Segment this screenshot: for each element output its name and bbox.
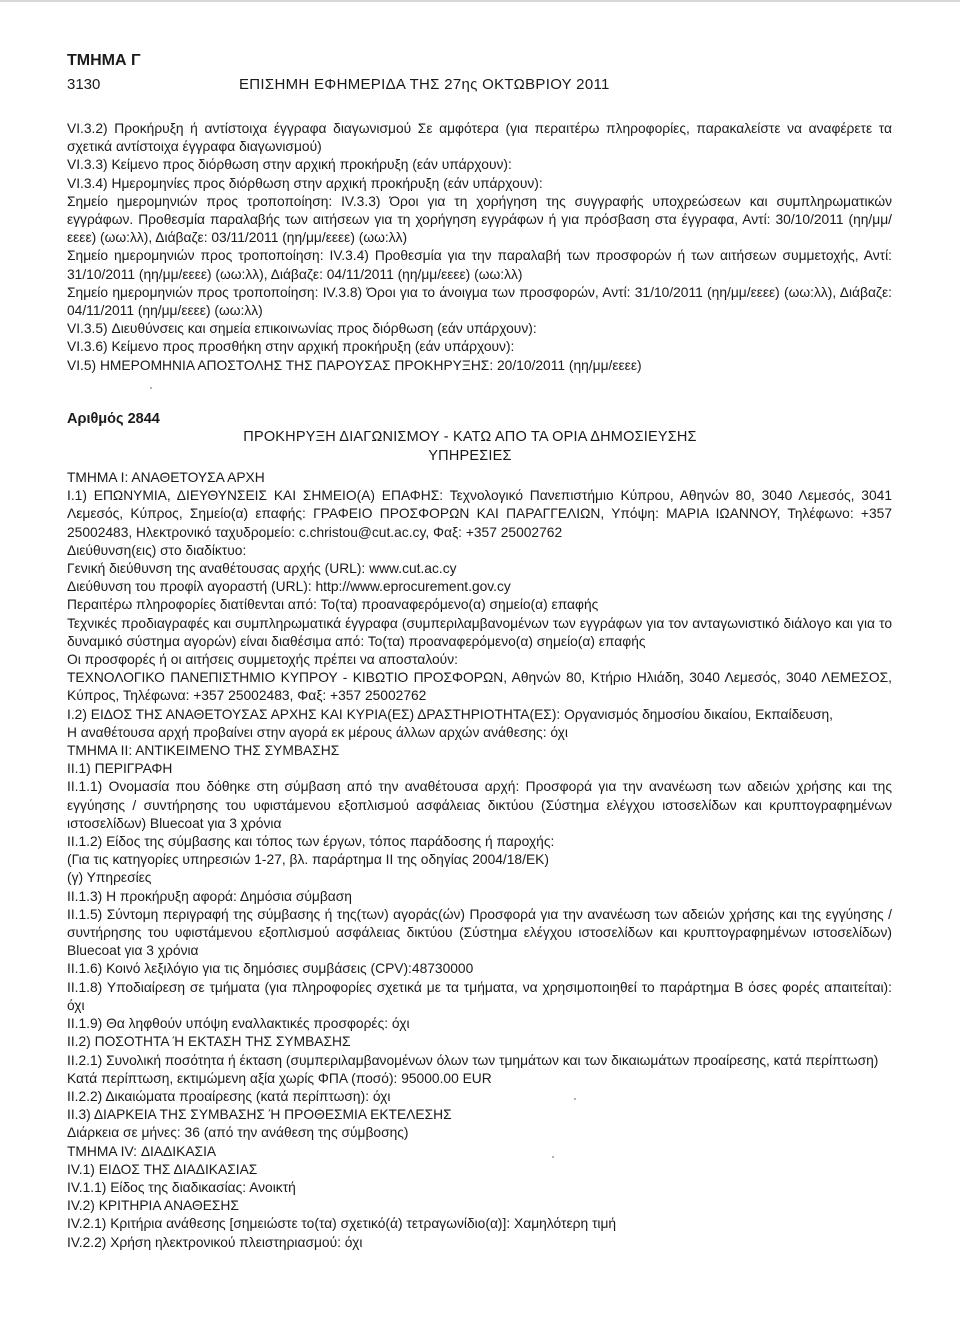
scan-speck: [552, 1156, 554, 1158]
paragraph: Σημείο ημερομηνιών προς τροποποίηση: IV.3.3) Όροι για τη χορήγηση της συγγραφής υποχρεώσεων και συμπληρωματικών εγγράφων. Προθεσμία παραλαβής των αιτήσεων για τη χορήγηση εγγράφων ή για πρόσβαση στα έγγραφα, Αντί: 30/10/2011 (ηη/μμ/εεεε) (ωω:λλ), Διάβαζε: 03/11/2011 (ηη/μμ/εεεε) (ωω:λλ): [67, 193, 892, 246]
paragraph: ΤΜΗΜΑ ΙV: ΔΙΑΔΙΚΑΣΙΑ: [67, 1143, 217, 1159]
scan-speck: [150, 387, 152, 389]
notice-title-line: ΠΡΟΚΗΡΥΞΗ ΔΙΑΓΩΝΙΣΜΟΥ - ΚΑΤΩ ΑΠΟ ΤΑ ΟΡΙΑ ΔΗΜΟΣΙΕΥΣΗΣ: [243, 429, 697, 445]
notice-body: [67, 469, 892, 1252]
paragraph: Ι.1) ΕΠΩΝΥΜΙΑ, ΔΙΕΥΘΥΝΣΕΙΣ ΚΑΙ ΣΗΜΕΙΟ(Α) ΕΠΑΦΗΣ: Τεχνολογικό Πανεπιστήμιο Κύπρου, Αθηνών 80, 3040 Λεμεσός, 3041 Λεμεσός, Κύπρος, Σημείο(α) επαφής: ΓΡΑΦΕΙΟ ΠΡΟΣΦΟΡΩΝ ΚΑΙ ΠΑΡΑΓΓΕΛΙΩΝ, Υπόψη: ΜΑΡΙΑ ΙΩΑΝΝΟΥ, Τηλέφωνο: +357 25002483, Ηλεκτρονικό ταχυδρομείο: c.christou@cut.ac.cy, Φαξ: +357 25002762: [67, 488, 892, 540]
paragraph: Κατά περίπτωση, εκτιμώμενη αξία χωρίς ΦΠΑ (ποσό): 95000.00 EUR: [67, 1070, 492, 1086]
notice-title-line: ΥΠΗΡΕΣΙΕΣ: [428, 448, 512, 464]
paragraph: ΙΙ.2.1) Συνολική ποσότητα ή έκταση (συμπεριλαμβανομένων όλων των τμημάτων και των δικαιωμάτων προαίρεσης, κατά περίπτωση): [67, 1052, 879, 1068]
page-number: 3130: [67, 76, 101, 93]
page-top-edge: [0, 0, 960, 2]
paragraph: IV.2.2) Χρήση ηλεκτρονικού πλειστηριασμού: όχι: [67, 1234, 363, 1250]
paragraph: Τεχνικές προδιαγραφές και συμπληρωματικά έγγραφα (συμπεριλαμβανομένων των εγγράφων για τον ανταγωνιστικό διάλογο και για το δυναμικό σύστημα αγορών) είναι διαθέσιμα από: Το(τα) προαναφερόμενο(α) σημείο(α) επαφής: [67, 615, 892, 649]
paragraph: VI.3.6) Κείμενο προς προσθήκη στην αρχική προκήρυξη (εάν υπάρχουν):: [67, 339, 515, 355]
paragraph: IV.1) ΕΙΔΟΣ ΤΗΣ ΔΙΑΔΙΚΑΣΙΑΣ: [67, 1161, 258, 1177]
paragraph: ΙΙ.2.2) Δικαιώματα προαίρεσης (κατά περίπτωση): όχι: [67, 1088, 391, 1104]
section-label: ΤΜΗΜΑ Γ: [67, 52, 141, 69]
paragraph: IV.2) ΚΡΙΤΗΡΙΑ ΑΝΑΘΕΣΗΣ: [67, 1198, 239, 1214]
paragraph: Διεύθυνση του προφίλ αγοραστή (URL): http://www.eprocurement.gov.cy: [67, 579, 511, 595]
paragraph: ΤΜΗΜΑ ΙΙ: ΑΝΤΙΚΕΙΜΕΝΟ ΤΗΣ ΣΥΜΒΑΣΗΣ: [67, 743, 340, 759]
paragraph: ΙΙ.3) ΔΙΑΡΚΕΙΑ ΤΗΣ ΣΥΜΒΑΣΗΣ Ή ΠΡΟΘΕΣΜΙΑ ΕΚΤΕΛΕΣΗΣ: [67, 1107, 452, 1123]
paragraph: Ι.2) ΕΙΔΟΣ ΤΗΣ ΑΝΑΘΕΤΟΥΣΑΣ ΑΡΧΗΣ ΚΑΙ ΚΥΡΙΑ(ΕΣ) ΔΡΑΣΤΗΡΙΟΤΗΤΑ(ΕΣ): Οργανισμός δημοσίου δικαίου, Εκπαίδευση,: [67, 706, 833, 722]
paragraph: VI.3.5) Διευθύνσεις και σημεία επικοινωνίας προς διόρθωση (εάν υπάρχουν):: [67, 321, 537, 337]
paragraph: Η αναθέτουσα αρχή προβαίνει στην αγορά εκ μέρους άλλων αρχών ανάθεσης: όχι: [67, 724, 568, 740]
paragraph: VI.3.4) Ημερομηνίες προς διόρθωση στην αρχική προκήρυξη (εάν υπάρχουν):: [67, 175, 543, 191]
paragraph: Περαιτέρω πληροφορίες διατίθενται από: Το(τα) προαναφερόμενο(α) σημείο(α) επαφής: [67, 597, 599, 613]
paragraph: ΙΙ.1.8) Υποδιαίρεση σε τμήματα (για πληροφορίες σχετικά με τα τμήματα, να χρησιμοποιηθεί το παράρτημα Β όσες φορές απαιτείται): όχι: [67, 979, 892, 1013]
paragraph: ΤΕΧΝΟΛΟΓΙΚΟ ΠΑΝΕΠΙΣΤΗΜΙΟ ΚΥΠΡΟΥ - ΚΙΒΩΤΙΟ ΠΡΟΣΦΟΡΩΝ, Αθηνών 80, Κτήριο Ηλιάδη, 3040 Λεμεσός, 3040 ΛΕΜΕΣΟΣ, Κύπρος, Τηλέφωνα: +357 25002483, Φαξ: +357 25002762: [67, 670, 892, 704]
paragraph: ΙΙ.1.1) Ονομασία που δόθηκε στη σύμβαση από την αναθέτουσα αρχή: Προσφορά για την ανανέωση των αδειών χρήσης και της εγγύησης / συντήρησης του υφιστάμενου εξοπλισμού ασφάλειας δικτύου (Σύστημα ελέγχου ιστοσελίδων και κρυπτογραφημένων ιστοσελίδων) Bluecoat για 3 χρόνια: [67, 779, 892, 831]
notice-title: [180, 428, 760, 466]
paragraph: ΙΙ.1.2) Είδος της σύμβασης και τόπος των έργων, τόπος παράδοσης ή παροχής:: [67, 834, 555, 850]
paragraph: ΙΙ.1.6) Κοινό λεξιλόγιο για τις δημόσιες συμβάσεις (CPV):48730000: [67, 961, 474, 977]
paragraph: VI.3.3) Κείμενο προς διόρθωση στην αρχική προκήρυξη (εάν υπάρχουν):: [67, 157, 512, 173]
paragraph: VI.5) ΗΜΕΡΟΜΗΝΙΑ ΑΠΟΣΤΟΛΗΣ ΤΗΣ ΠΑΡΟΥΣΑΣ ΠΡΟΚΗΡΥΞΗΣ: 20/10/2011 (ηη/μμ/εεεε): [67, 357, 642, 373]
paragraph: Γενική διεύθυνση της αναθέτουσας αρχής (URL): www.cut.ac.cy: [67, 561, 457, 577]
paragraph: (Για τις κατηγορίες υπηρεσιών 1-27, βλ. παράρτημα ΙΙ της οδηγίας 2004/18/ΕΚ): [67, 852, 549, 868]
paragraph: VI.3.2) Προκήρυξη ή αντίστοιχα έγγραφα διαγωνισμού Σε αμφότερα (για περαιτέρω πληροφορίες, παρακαλείστε να αναφέρετε τα σχετικά αντίστοιχα έγγραφα διαγωνισμού): [67, 121, 892, 155]
paragraph: Οι προσφορές ή οι αιτήσεις συμμετοχής πρέπει να αποσταλούν:: [67, 652, 458, 668]
paragraph: ΙΙ.1) ΠΕΡΙΓΡΑΦΗ: [67, 761, 173, 777]
paragraph: ΙΙ.2) ΠΟΣΟΤΗΤΑ Ή ΕΚΤΑΣΗ ΤΗΣ ΣΥΜΒΑΣΗΣ: [67, 1034, 351, 1050]
paragraph: IV.1.1) Είδος της διαδικασίας: Ανοικτή: [67, 1179, 296, 1195]
scan-speck: [574, 1098, 576, 1100]
paragraph: Διάρκεια σε μήνες: 36 (από την ανάθεση της σύμβοσης): [67, 1125, 409, 1141]
paragraph: Σημείο ημερομηνιών προς τροποποίηση: IV.3.8) Όροι για το άνοιγμα των προσφορών, Αντί: 31/10/2011 (ηη/μμ/εεεε) (ωω:λλ), Διάβαζε: 04/11/2011 (ηη/μμ/εεεε) (ωω:λλ): [67, 284, 892, 319]
paragraph: ΙΙ.1.9) Θα ληφθούν υπόψη εναλλακτικές προσφορές: όχι: [67, 1016, 410, 1032]
paragraph: IV.2.1) Κριτήρια ανάθεσης [σημειώστε το(τα) σχετικό(ά) τετραγωνίδιο(α)]: Χαμηλότερη τιμή: [67, 1216, 617, 1232]
paragraph: (γ) Υπηρεσίες: [67, 870, 152, 886]
paragraph: ΙΙ.1.5) Σύντομη περιγραφή της σύμβασης ή της(των) αγοράς(ών) Προσφορά για την ανανέωση των αδειών χρήσης και της εγγύησης / συντήρησης του υφιστάμενου εξοπλισμού ασφάλειας δικτύου (Σύστημα ελέγχου ιστοσελίδων και κρυπτογραφημένων ιστοσελίδων) Bluecoat για 3 χρόνια: [67, 906, 892, 959]
journal-title: ΕΠΙΣΗΜΗ ΕΦΗΜΕΡΙΔΑ ΤΗΣ 27ης ΟΚΤΩΒΡΙΟΥ 2011: [239, 76, 610, 93]
corrigendum-text: [67, 120, 892, 375]
paragraph: Διεύθυνση(εις) στο διαδίκτυο:: [67, 542, 247, 558]
paragraph: Σημείο ημερομηνιών προς τροποποίηση: IV.3.4) Προθεσμία για την παραλαβή των προσφορών ή των αιτήσεων συμμετοχής, Αντί: 31/10/2011 (ηη/μμ/εεεε) (ωω:λλ), Διάβαζε: 04/11/2011 (ηη/μμ/εεεε) (ωω:λλ): [67, 248, 892, 282]
paragraph: ΤΜΗΜΑ Ι: ΑΝΑΘΕΤΟΥΣΑ ΑΡΧΗ: [67, 470, 265, 485]
notice-number: Αριθμός 2844: [67, 411, 160, 427]
paragraph: ΙΙ.1.3) Η προκήρυξη αφορά: Δημόσια σύμβαση: [67, 888, 352, 904]
